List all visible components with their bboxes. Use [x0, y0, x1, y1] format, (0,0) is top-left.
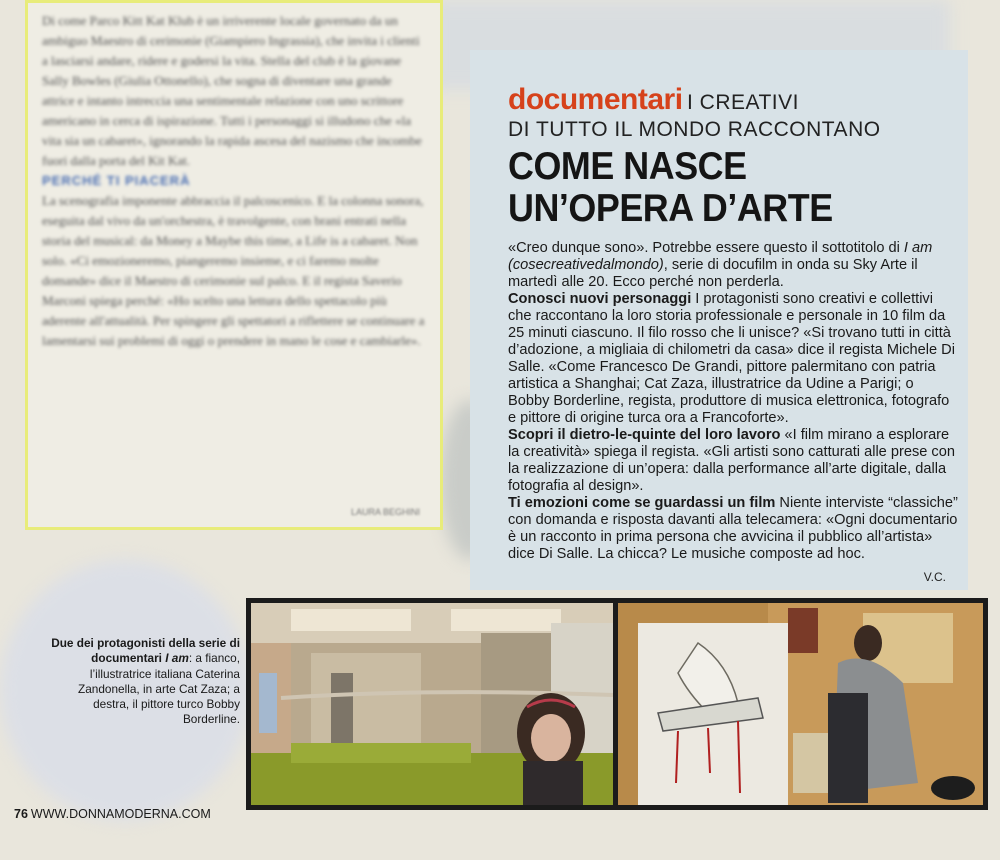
- website-link[interactable]: WWW.DONNAMODERNA.COM: [30, 807, 211, 821]
- article-kicker: [508, 83, 799, 119]
- article-body: [508, 240, 958, 563]
- page-number: 76: [14, 807, 28, 821]
- photo-strip: [246, 598, 988, 810]
- caption-series-title: I am: [165, 651, 189, 666]
- photo-painter-studio-image: [618, 603, 983, 805]
- previous-article-text: Di come Parco Kitt Kat Klub è un irriverente locale governato da un ambiguo Maestro di cerimonie (Giampiero Ingrassia), che invita i clienti a lasciarsi andare, ridere e godersi la vita. Stella del club è la giovane Sally Bowles (Giulia Ottonello), che sogna di diventare una grande attrice e intanto intreccia una sentimentale relazione con uno scrittore americano in cerca di ispirazione. Tutti i personaggi si illudono che «la vita sia un cabaret», ignorando la rapida ascesa del nazismo che incombe fuori dalla porta del Kit Kat.: [42, 13, 422, 168]
- series-title: I am (cosecreativedalmondo): [508, 240, 933, 273]
- headline-line-2: UN’OPERA D’ARTE: [508, 187, 833, 230]
- article-panel: [470, 50, 968, 590]
- section-label: documentari: [508, 83, 683, 116]
- photo-painter-studio: [618, 603, 983, 805]
- photo-caption: Due dei protagonisti della serie di documentari I am: a fianco, l’illustratrice italiana Caterina Zandonella, in arte Cat Zaza; a destra, il pittore turco Bobby Borderline.: [51, 636, 240, 727]
- previous-article-signature: LAURA BEGHINI: [350, 507, 420, 517]
- kicker-text: I CREATIVI: [686, 91, 799, 114]
- paragraph-heading: Scopri il dietro-le-quinte del loro lavoro: [508, 427, 781, 443]
- article-signature: V.C.: [923, 570, 946, 584]
- paragraph-heading: Conosci nuovi personaggi: [508, 291, 692, 307]
- page-footer: [14, 807, 211, 821]
- photo-train-illustrator-image: [251, 603, 613, 805]
- previous-article-subhead: PERCHÉ TI PIACERÀ: [42, 173, 191, 188]
- previous-article-column: [25, 0, 443, 530]
- headline-line-1: COME NASCE: [508, 145, 747, 188]
- paragraph-intro: «Creo dunque sono». Potrebbe essere questo il sottotitolo di I am (cosecreativedalmondo), serie di docufilm in onda su Sky Arte il martedì alle 20. Ecco perché non perderla.: [508, 240, 933, 290]
- kicker-text-line2: DI TUTTO IL MONDO RACCONTANO: [508, 118, 881, 141]
- paragraph-heading: Ti emozioni come se guardassi un film: [508, 495, 776, 511]
- paragraph-4: Ti emozioni come se guardassi un film Niente interviste “classiche” con domanda e risposta davanti alla telecamera: «Ogni documentario è un racconto in prima persona che avvicina il pubblico all’artista» dice Di Salle. La chicca? Le musiche composte ad hoc.: [508, 495, 958, 562]
- paragraph-3: Scopri il dietro-le-quinte del loro lavoro «I film mirano a esplorare la creatività» spiega il regista. «Gli artisti sono catturati alle prese con la realizzazione di un’opera: dalla performance all’arte digitale, dalla fotografia al design».: [508, 427, 955, 494]
- photo-train-illustrator: [251, 603, 613, 805]
- article-headline: [508, 146, 833, 230]
- previous-article-text-2: La scenografia imponente abbraccia il palcoscenico. E la colonna sonora, eseguita dal vivo da un'orchestra, è travolgente, con brani entrati nella storia del musical: da Money a Maybe this time, a Life is a cabaret. Non solo. «Ci emozioneremo, piangeremo insieme, e ci faremo molte domande» dice il Maestro di cerimonie sul palco. E il regista Saverio Marconi spiega perché: «Ho scelto una lettura dello spettacolo più aderente all'attualità. Per spingere gli spettatori a riflettere se continuare a lamentarsi sui problemi di oggi o prendere in mano le cose e cambiarle».: [42, 193, 425, 348]
- paragraph-2: Conosci nuovi personaggi I protagonisti sono creativi e collettivi che raccontano la loro storia professionale e personale in 10 film da 25 minuti ciascuno. Il filo rosso che li unisce? «Si trovano tutti in città d’adozione, a migliaia di chilometri da casa» dice il regista Michele Di Salle. «Come Francesco De Grandi, pittore palermitano con patria artistica a Shanghai; Cat Zaza, illustratrice da Udine a Parigi; o Bobby Borderline, regista, produttore di musica elettronica, fotografo e pittore di origine turca ora a Francoforte».: [508, 291, 955, 426]
